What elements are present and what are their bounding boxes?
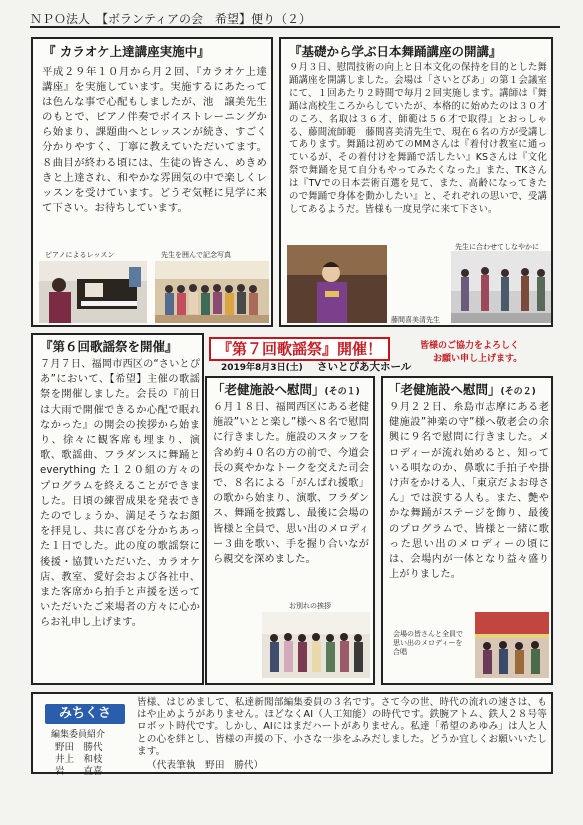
karaoke-article xyxy=(31,37,273,327)
committee-member-1: 野田 勝代 xyxy=(55,742,103,753)
farewell-photo xyxy=(262,612,370,678)
karaoke-caption-group: 先生を囲んで記念写真 xyxy=(161,251,231,259)
michikusa-body: 皆様、はじめまして、私達新聞部編集委員の３名です。さて今の世、時代の流れの速さは、もはや止めようがありません。ほどなくAI（人工知能）の時代です。鉄腕アトム、鉄人２８号等ロボット時代です。しかし、AIにはまだハートがありません。私達「希望のあゆみ」は人と人との心を絆とし、皆様の声援の下、小さな一歩をふみだしました。どうか宜しくお願いいたします。 xyxy=(137,697,547,757)
sing-along-photo xyxy=(475,612,549,678)
visit1-title xyxy=(212,383,360,399)
visit2-caption: 会場の皆さんと全員で思い出のメロディーを合唱 xyxy=(393,630,463,656)
teacher-photo xyxy=(287,245,387,323)
newsletter-header: ＮＰＯ法人 【ボランティアの会 希望】便り（２） xyxy=(30,12,312,26)
visit2-subtitle: (その２) xyxy=(500,387,536,397)
dancing-class-photo xyxy=(451,251,551,323)
header-rule xyxy=(30,26,560,28)
visit2-article xyxy=(381,376,553,685)
visit1-caption: お別れの挨拶 xyxy=(289,602,331,610)
dance-caption: 先生に合わせてしなやかに xyxy=(455,243,539,251)
visit2-title xyxy=(388,383,536,399)
festival6-article xyxy=(31,333,204,685)
group-commemorative-photo xyxy=(155,261,269,323)
festival6-title: 『第６回歌謡祭を開催』 xyxy=(40,339,178,354)
festival6-body: ７月７日、福岡市西区の“さいとぴあ”において、【希望】主催の歌謡祭を開催しました。会長の『前日は大雨で開催できるか心配で眠れなかった』の開会の挨拶から始まり、徐々に観客席も埋まり、演歌、歌謡曲、フラダンスに舞踊と everything た１２０組の方々のプログラムを終えることができました。日頃の練習成果を発表できたのでしょうか、満足そうなお顔を拝見し、共に喜びを分かちあった１日でした。此の度の歌謡祭に後援・協賛いただいた、カラオケ店、教室、愛好会および各社中、また客席から拍手と声援を送っていただいたご来場者の方々に心からお礼申し上げます。 xyxy=(40,359,200,629)
visit2-body: ９月２２日、糸島市志摩にある老健施設”神楽の守”様へ敬老会の余興に９名で慰問に行きました。メロディーが流れ始めると、知っている唄なのか、鼻歌に手拍子や掛け声をかける人、「東京だよお母さん」では涙する人も。また、艶やかな舞踊がステージを飾り、最後のプログラムで、皆様と一緒に歌った思い出のメロディーの頃には、会場内が一体となり益々盛り上がりました。 xyxy=(389,402,549,581)
visit1-heading: 「老健施設へ慰問」 xyxy=(212,382,325,397)
festival7-appeal-1: 皆様のご協力をよろしく xyxy=(420,341,520,351)
michikusa-label: みちくさ xyxy=(45,704,125,724)
festival7-banner xyxy=(205,335,555,375)
committee-title: 編集委員紹介 xyxy=(51,730,106,740)
visit1-body: ６月１８日、福岡西区にある老健施設”いとと楽し”様へ８名で慰問に行きました。施設のスタッフを含め約４０名の方の前で、今道会長の爽やかなトークを交えた司会で、８名による「がんばれ援歌」の歌から始まり、演歌、フラダンス、舞踊を披露し、最後に会場の皆様と全員で、思い出のメロディー３曲を歌い、手を握り合いながら親交を深めました。 xyxy=(213,402,369,566)
festival7-date: 2019年8月3日(土) xyxy=(221,363,303,373)
michikusa-section xyxy=(31,692,553,777)
buyo-article xyxy=(279,37,553,327)
festival7-title: 『第７回歌謡祭』開催！ xyxy=(209,337,390,361)
karaoke-body: 平成２９年１０月から月２回、『カラオケ上達講座』を実施しています。実施するにあたっては色んな事で心配もしましたが、池 譲美先生のもとで、ピアノ伴奏でボイストレーニングから始まり、課題曲へとレッスンが続き、すごく分かりやすく、丁寧に教えていただいてます。８曲目が終わる頃には、生徒の皆さん、めきめきと上達され、和やかな雰囲気の中で楽しくレッスンを受けています。どうぞ気軽に見学に来て下さい。お待ちしています。 xyxy=(42,66,267,214)
festival7-venue: さいとぴあ大ホール xyxy=(317,361,412,373)
festival7-appeal-2: お願い申し上げます。 xyxy=(433,354,523,364)
committee-member-2: 井上 和枝 xyxy=(55,754,103,765)
teacher-caption: 藤間喜美清先生 xyxy=(391,316,440,324)
karaoke-caption-piano: ピアノによるレッスン xyxy=(45,251,115,259)
piano-lesson-photo xyxy=(39,261,147,323)
visit2-heading: 「老健施設へ慰問」 xyxy=(388,382,501,397)
visit1-subtitle: (その１) xyxy=(324,387,360,397)
karaoke-title: 『 カラオケ上達講座実施中』 xyxy=(43,44,210,59)
buyo-title: 『基礎から学ぶ日本舞踊講座の開講』 xyxy=(289,44,502,59)
michikusa-signature: （代表筆執 野田 勝代） xyxy=(147,760,264,771)
visit1-article xyxy=(205,376,375,685)
buyo-body: ９月３日、慰問技術の向上と日本文化の保持を目的とした舞踊講座を開講しました。会場は「さいとぴあ」の第１会議室にて、１回あたり２時間で毎月２回実施します。講師は『舞踊は高校生ころからしていたが、本格的に始めたのは３０才のころ、名取は３６才、師範は５６才で取得』とおっしゃる、藤間流師範 藤間喜美清先生で、現在６名の方が受講してあります。舞踊は初めてのMMさんは『着付け教室に通っているが、その着付けを舞踊で活したい』KSさんは『文化祭で舞踊を見て自分もやってみたくなった』また、TKさんは『TVでの日本芸術百選を見て、また、高齢になってきたので舞踊で身体を動かしたい』と、それぞれの思いで、受講してあるようだ。皆様も一度見学に来て下さい。 xyxy=(289,62,547,215)
committee-member-3: 岩 直喜 xyxy=(55,766,103,777)
